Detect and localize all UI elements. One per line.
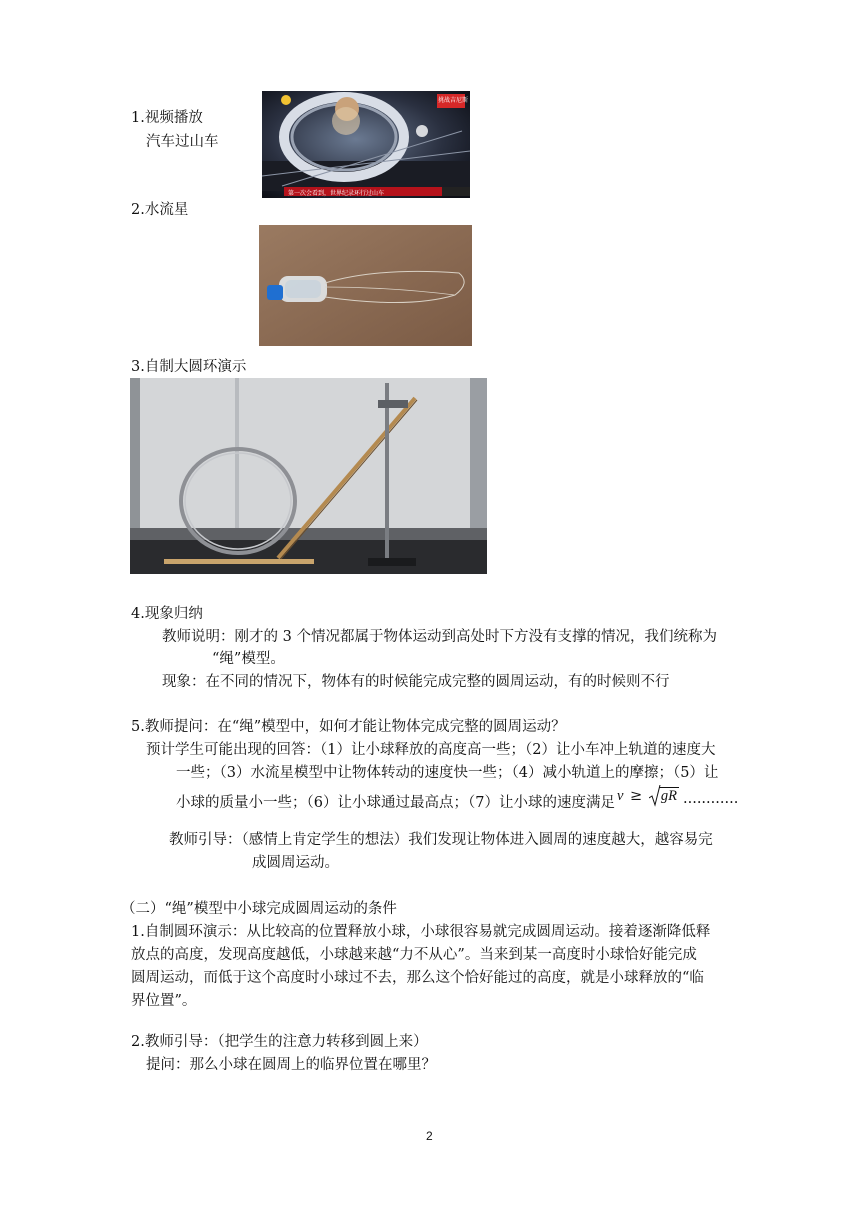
velocity-formula <box>617 788 679 812</box>
page-number: 2 <box>426 1129 433 1143</box>
section1-caption: 汽车过山车 <box>146 134 219 150</box>
part2-heading: （二）“绳”模型中小球完成圆周运动的条件 <box>121 901 397 917</box>
section1-heading: 1.视频播放 <box>131 110 203 126</box>
section4-teacher-line2: “绳”模型。 <box>212 651 285 667</box>
section2-heading: 2.水流星 <box>131 202 189 218</box>
section5-answer-line2: 一些；（3）水流星模型中让物体转动的速度快一些；（4）减小轨道上的摩擦；（5）让 <box>176 765 719 781</box>
part2-p2-line2: 提问：那么小球在圆周上的临界位置在哪里？ <box>146 1057 436 1073</box>
section4-phenomenon: 现象：在不同的情况下，物体有的时候能完成完整的圆周运动，有的时候则不行 <box>162 674 670 690</box>
formula-ellipsis: ............ <box>683 791 739 807</box>
section5-heading: 5.教师提问：在“绳”模型中，如何才能让物体完成完整的圆周运动？ <box>131 719 566 735</box>
section4-teacher-line1: 教师说明：刚才的 3 个情况都属于物体运动到高处时下方没有支撑的情况，我们统称为 <box>162 629 717 645</box>
section5-guide-line1: 教师引导：（感情上肯定学生的想法）我们发现让物体进入圆周的速度越大，越容易完 <box>169 832 713 848</box>
formula-radicand: gR <box>660 788 677 804</box>
video-screenshot-image <box>262 91 470 198</box>
section5-answer-line3: 小球的质量小一些；（6）让小球通过最高点；（7）让小球的速度满足 <box>176 795 615 811</box>
formula-ge: ≥ <box>630 788 643 804</box>
ring-demo-photo <box>130 378 487 574</box>
video-overlay-ticker: 第一次会看到，世界纪录环行过山车 <box>288 190 385 197</box>
video-overlay-title: 挑战吉尼斯 <box>438 97 469 104</box>
water-meteor-photo <box>259 225 472 346</box>
sqrt-icon <box>649 788 679 805</box>
part2-p1-line4: 界位置”。 <box>131 993 197 1009</box>
part2-p1-line1: 1.自制圆环演示：从比较高的位置释放小球，小球很容易就完成圆周运动。接着逐渐降低释 <box>131 924 711 940</box>
section4-heading: 4.现象归纳 <box>131 606 203 622</box>
section3-heading: 3.自制大圆环演示 <box>131 359 247 375</box>
section5-answer-line1: 预计学生可能出现的回答：（1）让小球释放的高度高一些；（2）让小车冲上轨道的速度大 <box>146 742 716 758</box>
section5-guide-line2: 成圆周运动。 <box>252 855 339 871</box>
formula-v: v <box>617 788 624 804</box>
part2-p1-line2: 放点的高度，发现高度越低，小球越来越“力不从心”。当来到某一高度时小球恰好能完成 <box>131 947 697 963</box>
part2-p2-line1: 2.教师引导：（把学生的注意力转移到圆上来） <box>131 1034 428 1050</box>
part2-p1-line3: 圆周运动，而低于这个高度时小球过不去，那么这个恰好能过的高度，就是小球释放的“临 <box>131 970 704 986</box>
